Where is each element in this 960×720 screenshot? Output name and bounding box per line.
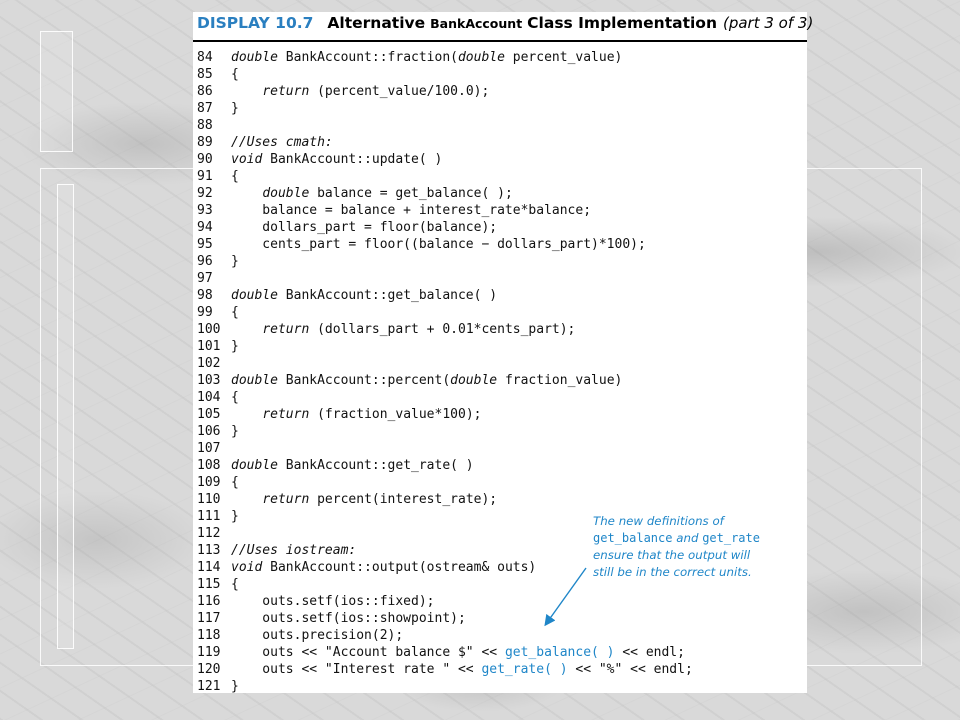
line-number: 103 bbox=[197, 373, 221, 388]
code-keyword: //Uses iostream: bbox=[231, 543, 357, 558]
line-number: 98 bbox=[197, 288, 213, 303]
code-segment bbox=[231, 186, 262, 201]
line-number: 90 bbox=[197, 152, 213, 167]
line-number: 108 bbox=[197, 458, 221, 473]
annotation-text: and bbox=[672, 531, 703, 545]
code-text bbox=[231, 83, 489, 100]
code-segment: (percent_value/100.0); bbox=[309, 84, 490, 99]
annotation-line bbox=[593, 530, 793, 547]
code-text bbox=[231, 542, 356, 559]
code-line bbox=[193, 134, 807, 151]
code-text bbox=[231, 644, 685, 661]
display-title-class-name: BankAccount bbox=[430, 16, 523, 31]
line-number: 104 bbox=[197, 390, 221, 405]
code-line bbox=[193, 406, 807, 423]
display-header bbox=[197, 14, 814, 38]
code-text bbox=[231, 576, 239, 593]
code-segment bbox=[231, 322, 262, 337]
code-line bbox=[193, 627, 807, 644]
code-segment: } bbox=[231, 101, 239, 116]
line-number: 114 bbox=[197, 560, 221, 575]
code-text bbox=[231, 661, 693, 678]
display-title-part-1: Alternative bbox=[327, 14, 426, 32]
code-segment: { bbox=[231, 305, 239, 320]
code-text bbox=[231, 678, 239, 695]
line-number: 94 bbox=[197, 220, 213, 235]
line-number: 110 bbox=[197, 492, 221, 507]
code-segment: fraction_value) bbox=[497, 373, 623, 388]
code-line bbox=[193, 321, 807, 338]
display-number: DISPLAY 10.7 bbox=[197, 14, 314, 32]
code-text bbox=[231, 168, 239, 185]
code-text bbox=[231, 474, 239, 491]
code-segment: percent_value) bbox=[504, 50, 623, 65]
code-listing bbox=[193, 49, 807, 695]
code-text bbox=[231, 559, 536, 576]
line-number: 91 bbox=[197, 169, 213, 184]
line-number: 115 bbox=[197, 577, 221, 592]
code-highlight: get_balance( ) bbox=[504, 645, 615, 660]
annotation-line: ensure that the output will bbox=[593, 548, 751, 562]
code-line bbox=[193, 440, 807, 457]
code-text bbox=[231, 202, 591, 219]
display-part-label: (part 3 of 3) bbox=[722, 14, 814, 32]
code-segment: } bbox=[231, 339, 239, 354]
code-line bbox=[193, 83, 807, 100]
line-number: 92 bbox=[197, 186, 213, 201]
code-text bbox=[231, 593, 435, 610]
annotation-line: still be in the correct units. bbox=[593, 565, 752, 579]
code-text bbox=[231, 134, 333, 151]
code-segment bbox=[231, 492, 262, 507]
code-line bbox=[193, 661, 807, 678]
code-keyword: void bbox=[231, 560, 263, 575]
code-keyword: double bbox=[457, 50, 505, 65]
code-keyword: double bbox=[450, 373, 498, 388]
code-keyword: double bbox=[231, 50, 278, 65]
line-number: 102 bbox=[197, 356, 221, 371]
code-keyword: double bbox=[231, 373, 278, 388]
code-segment: BankAccount::get_balance( ) bbox=[277, 288, 498, 303]
code-text bbox=[231, 49, 622, 66]
display-title-part-2: Class Implementation bbox=[527, 14, 717, 32]
code-segment: BankAccount::percent( bbox=[277, 373, 451, 388]
code-keyword: double bbox=[262, 186, 310, 201]
line-number: 121 bbox=[197, 679, 221, 694]
code-segment: << "%" << endl; bbox=[567, 662, 693, 677]
line-number: 112 bbox=[197, 526, 221, 541]
code-line bbox=[193, 49, 807, 66]
code-segment: } bbox=[231, 424, 239, 439]
code-text bbox=[231, 185, 513, 202]
code-text bbox=[231, 66, 239, 83]
code-text bbox=[231, 389, 239, 406]
code-line bbox=[193, 304, 807, 321]
code-line bbox=[193, 593, 807, 610]
code-display-panel bbox=[193, 12, 814, 694]
line-number: 111 bbox=[197, 509, 221, 524]
code-segment: outs.setf(ios::showpoint); bbox=[231, 611, 466, 626]
annotation-note bbox=[593, 513, 793, 581]
line-number: 95 bbox=[197, 237, 213, 252]
code-keyword: return bbox=[262, 492, 310, 507]
code-line bbox=[193, 678, 807, 695]
line-number: 99 bbox=[197, 305, 213, 320]
code-line bbox=[193, 610, 807, 627]
code-line bbox=[193, 66, 807, 83]
code-segment: outs << "Interest rate " << bbox=[231, 662, 482, 677]
line-number: 109 bbox=[197, 475, 221, 490]
header-divider bbox=[193, 40, 807, 42]
code-segment: } bbox=[231, 509, 239, 524]
code-segment: } bbox=[231, 679, 239, 694]
code-segment: (fraction_value*100); bbox=[309, 407, 482, 422]
code-line bbox=[193, 168, 807, 185]
code-text bbox=[231, 287, 497, 304]
code-keyword: return bbox=[262, 84, 310, 99]
code-text bbox=[231, 406, 481, 423]
code-line bbox=[193, 338, 807, 355]
slide-left-bar bbox=[57, 184, 74, 649]
line-number: 88 bbox=[197, 118, 213, 133]
code-line bbox=[193, 253, 807, 270]
code-text bbox=[231, 423, 239, 440]
code-segment: balance = get_balance( ); bbox=[309, 186, 513, 201]
code-line bbox=[193, 491, 807, 508]
code-line bbox=[193, 100, 807, 117]
code-segment: dollars_part = floor(balance); bbox=[231, 220, 498, 235]
code-text bbox=[231, 372, 622, 389]
code-line bbox=[193, 423, 807, 440]
code-segment: BankAccount::get_rate( ) bbox=[277, 458, 474, 473]
code-segment: percent(interest_rate); bbox=[309, 492, 498, 507]
code-line bbox=[193, 151, 807, 168]
code-text bbox=[231, 151, 442, 168]
code-segment: { bbox=[231, 390, 239, 405]
line-number: 87 bbox=[197, 101, 213, 116]
code-segment: << endl; bbox=[614, 645, 685, 660]
code-keyword: double bbox=[231, 458, 278, 473]
code-segment: BankAccount::update( ) bbox=[262, 152, 443, 167]
code-line bbox=[193, 474, 807, 491]
code-text bbox=[231, 627, 403, 644]
code-segment: { bbox=[231, 475, 239, 490]
code-text bbox=[231, 321, 575, 338]
code-segment: { bbox=[231, 67, 239, 82]
code-keyword: void bbox=[231, 152, 263, 167]
code-segment: BankAccount::fraction( bbox=[277, 50, 458, 65]
line-number: 86 bbox=[197, 84, 213, 99]
code-text bbox=[231, 100, 239, 117]
code-line bbox=[193, 355, 807, 372]
slide-top-left-bar bbox=[40, 31, 73, 152]
line-number: 105 bbox=[197, 407, 221, 422]
code-text bbox=[231, 610, 466, 627]
code-text bbox=[231, 236, 646, 253]
line-number: 118 bbox=[197, 628, 221, 643]
code-segment: { bbox=[231, 577, 239, 592]
code-line bbox=[193, 219, 807, 236]
code-segment: cents_part = floor((balance − dollars_part)*100); bbox=[231, 237, 646, 252]
annotation-code: get_rate bbox=[702, 531, 760, 545]
code-segment: outs << "Account balance $" << bbox=[231, 645, 505, 660]
code-segment bbox=[231, 84, 262, 99]
line-number: 113 bbox=[197, 543, 221, 558]
code-line bbox=[193, 236, 807, 253]
code-line bbox=[193, 287, 807, 304]
annotation-code: get_balance bbox=[593, 531, 673, 545]
code-line bbox=[193, 389, 807, 406]
line-number: 84 bbox=[197, 50, 213, 65]
line-number: 89 bbox=[197, 135, 213, 150]
annotation-line: The new definitions of bbox=[593, 514, 724, 528]
code-text bbox=[231, 491, 497, 508]
line-number: 120 bbox=[197, 662, 221, 677]
code-line bbox=[193, 117, 807, 134]
code-segment: { bbox=[231, 169, 239, 184]
line-number: 106 bbox=[197, 424, 221, 439]
code-keyword: //Uses cmath: bbox=[231, 135, 333, 150]
code-text bbox=[231, 219, 497, 236]
code-segment bbox=[231, 407, 262, 422]
line-number: 101 bbox=[197, 339, 221, 354]
line-number: 100 bbox=[197, 322, 221, 337]
code-line bbox=[193, 644, 807, 661]
code-segment: } bbox=[231, 254, 239, 269]
code-line bbox=[193, 185, 807, 202]
code-segment: balance = balance + interest_rate*balance; bbox=[231, 203, 592, 218]
code-keyword: return bbox=[262, 407, 310, 422]
code-text bbox=[231, 338, 239, 355]
code-keyword: double bbox=[231, 288, 278, 303]
code-text bbox=[231, 253, 239, 270]
code-line bbox=[193, 457, 807, 474]
line-number: 107 bbox=[197, 441, 221, 456]
line-number: 117 bbox=[197, 611, 221, 626]
line-number: 96 bbox=[197, 254, 213, 269]
line-number: 116 bbox=[197, 594, 221, 609]
code-line bbox=[193, 270, 807, 287]
code-text bbox=[231, 457, 474, 474]
code-segment: BankAccount::output(ostream& outs) bbox=[262, 560, 537, 575]
code-highlight: get_rate( ) bbox=[481, 662, 568, 677]
code-text bbox=[231, 508, 239, 525]
code-segment: (dollars_part + 0.01*cents_part); bbox=[309, 322, 576, 337]
code-line bbox=[193, 202, 807, 219]
line-number: 93 bbox=[197, 203, 213, 218]
code-segment: outs.precision(2); bbox=[231, 628, 404, 643]
code-segment: outs.setf(ios::fixed); bbox=[231, 594, 435, 609]
code-line bbox=[193, 372, 807, 389]
line-number: 97 bbox=[197, 271, 213, 286]
line-number: 85 bbox=[197, 67, 213, 82]
code-text bbox=[231, 304, 239, 321]
code-keyword: return bbox=[262, 322, 310, 337]
line-number: 119 bbox=[197, 645, 221, 660]
